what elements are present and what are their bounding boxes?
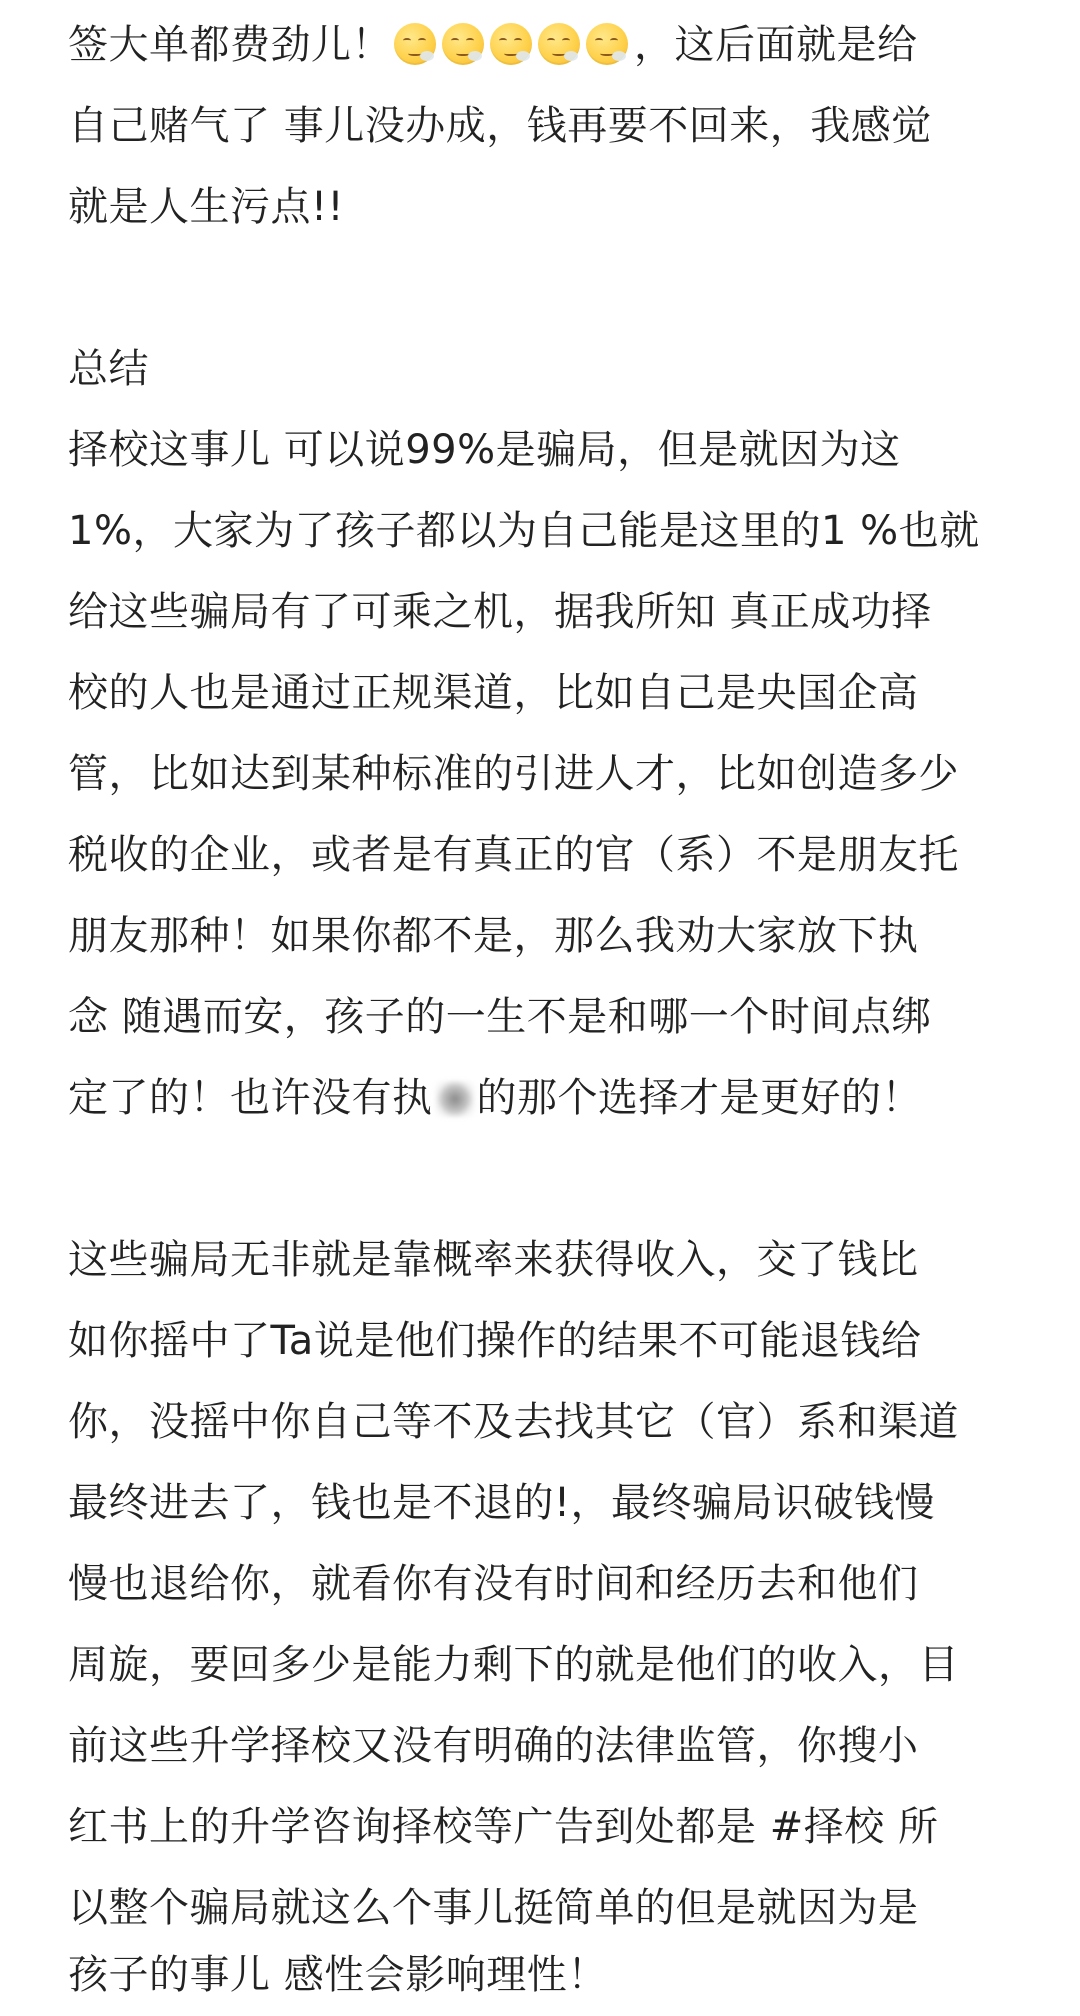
- text-line: 孩子的事儿 感性会影响理性！: [68, 1952, 608, 1998]
- face-exhaling-emoji-icon: [442, 23, 484, 65]
- text-line: 就是人生污点!!: [68, 184, 345, 230]
- text-segment: 的那个选择才是更好的！: [476, 1075, 922, 1121]
- text-line: 你，没摇中你自己等不及去找其它（官）系和渠道: [68, 1399, 959, 1445]
- text-line: 朋友那种！如果你都不是，那么我劝大家放下执: [68, 913, 919, 959]
- text-line: 如你摇中了Ta说是他们操作的结果不可能退钱给: [68, 1318, 922, 1364]
- text-line: [68, 5, 918, 86]
- text-line: 周旋，要回多少是能力剩下的就是他们的收入，目: [68, 1642, 959, 1688]
- emoji-group: [394, 23, 628, 65]
- text-line: 念 随遇而安，孩子的一生不是和哪一个时间点绑: [68, 994, 932, 1040]
- text-line: 税收的企业，或者是有真正的官（系）不是朋友托: [68, 832, 959, 878]
- text-line: 自己赌气了 事儿没办成，钱再要不回来，我感觉: [68, 103, 932, 149]
- text-line: 慢也退给你，就看你有没有时间和经历去和他们: [68, 1561, 919, 1607]
- blurred-text-mask: [435, 1081, 475, 1117]
- text-line: 这些骗局无非就是靠概率来获得收入，交了钱比: [68, 1237, 919, 1283]
- section-heading: 总结: [68, 346, 149, 392]
- text-segment: 定了的！也许没有执: [68, 1075, 433, 1121]
- face-exhaling-emoji-icon: [586, 23, 628, 65]
- text-line: 以整个骗局就这么个事儿挺简单的但是就因为是: [68, 1885, 919, 1931]
- text-segment: ，这后面就是给: [634, 22, 918, 68]
- face-exhaling-emoji-icon: [538, 23, 580, 65]
- text-line: 红书上的升学咨询择校等广告到处都是 #择校 所: [68, 1804, 939, 1850]
- text-line: [68, 1058, 922, 1139]
- text-line: 校的人也是通过正规渠道，比如自己是央国企高: [68, 670, 919, 716]
- face-exhaling-emoji-icon: [394, 23, 436, 65]
- face-exhaling-emoji-icon: [490, 23, 532, 65]
- text-line: 前这些升学择校又没有明确的法律监管，你搜小: [68, 1723, 919, 1769]
- text-line: 管，比如达到某种标准的引进人才，比如创造多少: [68, 751, 959, 797]
- text-segment: 签大单都费劲儿！: [68, 22, 392, 68]
- text-line: 给这些骗局有了可乘之机，据我所知 真正成功择: [68, 589, 932, 635]
- text-line: 择校这事儿 可以说99%是骗局，但是就因为这: [68, 427, 901, 473]
- text-line: 最终进去了，钱也是不退的!，最终骗局识破钱慢: [68, 1480, 936, 1526]
- text-line: 1%，大家为了孩子都以为自己能是这里的1 %也就: [68, 508, 980, 554]
